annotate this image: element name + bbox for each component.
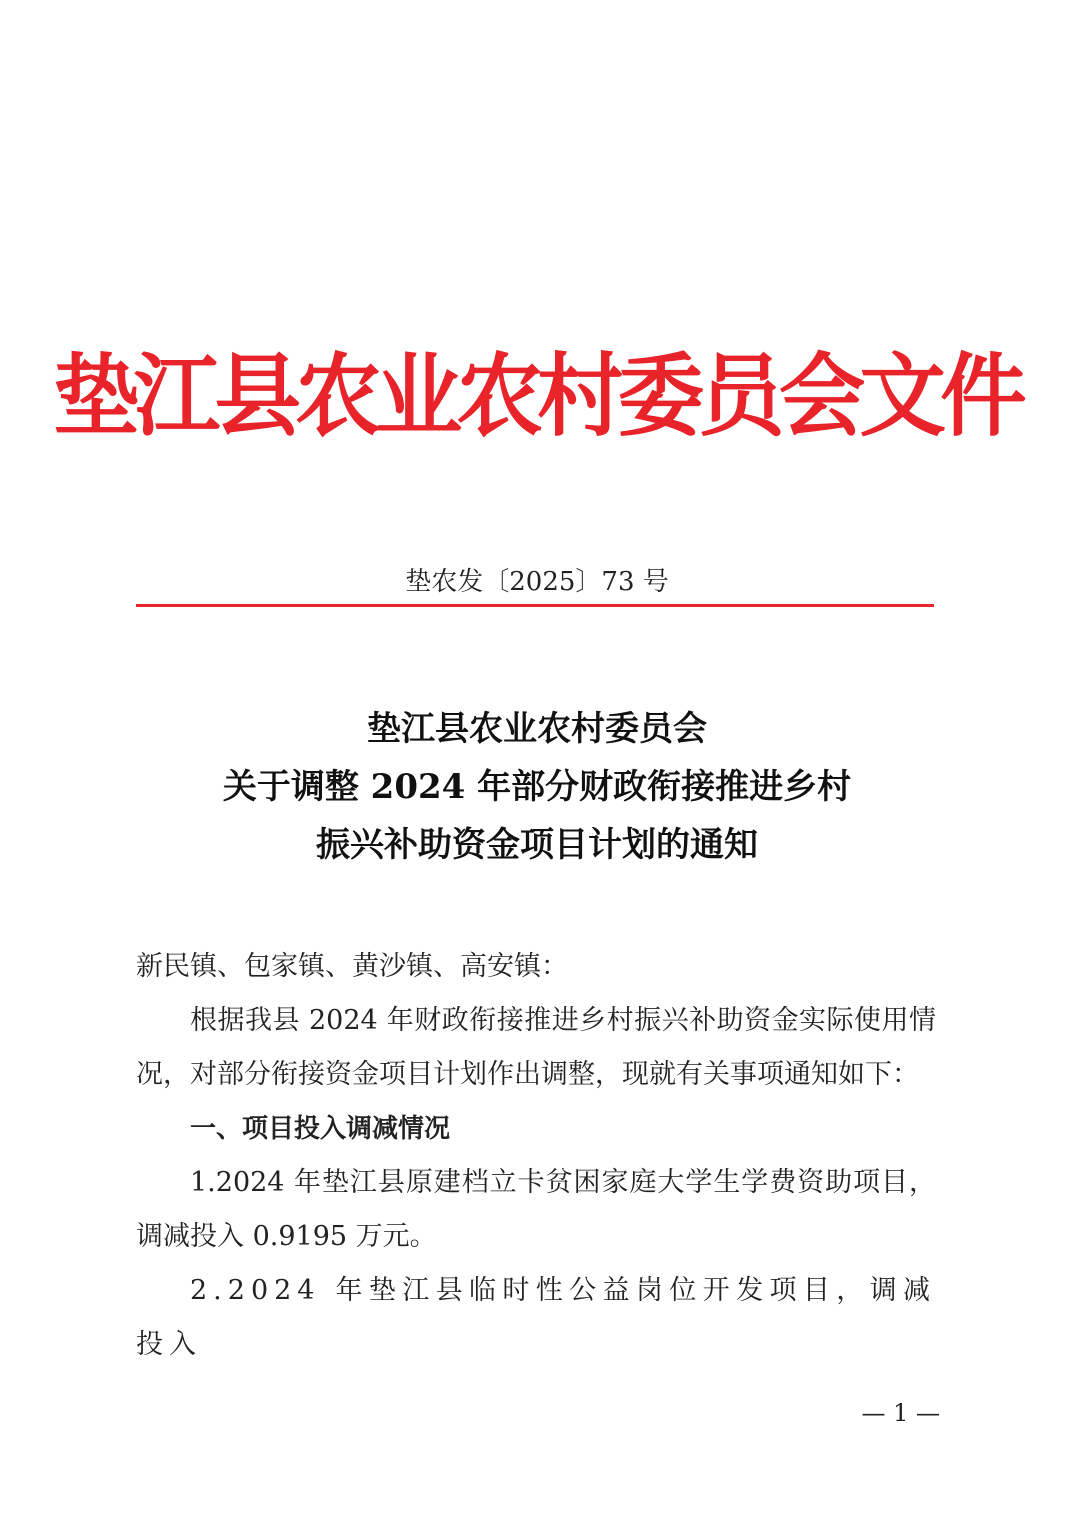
title-line-1: 垫江县农业农村委员会 bbox=[367, 709, 707, 749]
red-separator-line bbox=[136, 604, 934, 607]
item-1-paragraph: 1.2024 年垫江县原建档立卡贫困家庭大学生学费资助项目，调减投入 0.9195 万元。 bbox=[136, 1167, 936, 1252]
document-number: 垫农发〔2025〕73 号 bbox=[405, 567, 669, 597]
intro-paragraph: 根据我县 2024 年财政衔接推进乡村振兴补助资金实际使用情况，对部分衔接资金项目计划作出调整，现就有关事项通知如下： bbox=[136, 1005, 936, 1090]
section-heading-1: 一、项目投入调减情况 bbox=[190, 1114, 451, 1144]
title-line-3: 振兴补助资金项目计划的通知 bbox=[316, 825, 758, 865]
notice-title bbox=[0, 700, 1074, 874]
title-line-2: 关于调整 2024 年部分财政衔接推进乡村 bbox=[222, 767, 852, 807]
addressee-line: 新民镇、包家镇、黄沙镇、高安镇： bbox=[136, 951, 568, 982]
page-number: — 1 — bbox=[861, 1399, 940, 1427]
issuer-header-title: 垫江县农业农村委员会文件 bbox=[53, 343, 1021, 449]
notice-body bbox=[136, 940, 936, 1372]
item-2-paragraph: 2.2024 年垫江县临时性公益岗位开发项目，调减投入 bbox=[136, 1275, 936, 1360]
